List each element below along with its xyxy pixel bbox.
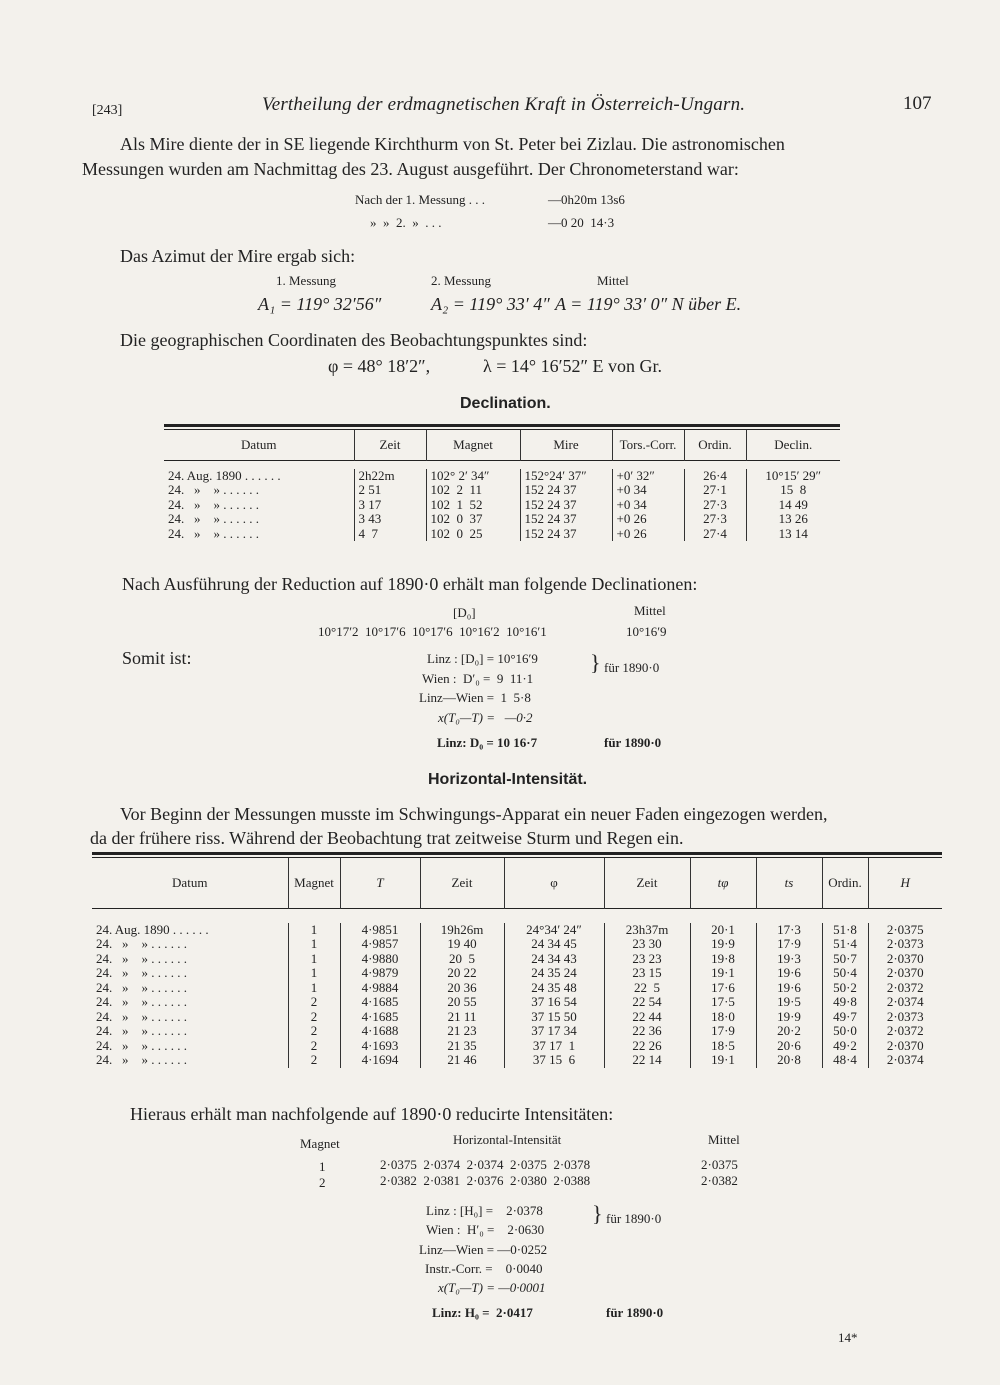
h-header-zeit: Zeit xyxy=(420,858,504,908)
h-header-phi: φ xyxy=(504,858,604,908)
horizontal-text-1: Vor Beginn der Messungen musste im Schwingungs-Apparat ein neuer Faden eingezogen werden, xyxy=(120,804,828,824)
running-title: Vertheilung der erdmagnetischen Kraft in Österreich-Ungarn. xyxy=(262,94,746,115)
linz-wien-decl: Linz—Wien = 1 5·8 xyxy=(419,690,531,705)
chrono-label-1: Nach der 1. Messung . . . xyxy=(355,192,485,207)
decl-header-magnet: Magnet xyxy=(426,430,520,460)
table-row: 24. » » . . . . . . 2 4·1685 20 55 37 16 54 22 54 17·5 19·5 49·8 2·0374 xyxy=(92,995,942,1010)
red-mittel-1: 2·0375 xyxy=(701,1157,738,1172)
wien-h0: Wien : H′₀ = 2·0630 xyxy=(426,1222,545,1237)
decl-correction: x(T₀—T) = —0·2 xyxy=(438,710,533,725)
h-header-t: T xyxy=(340,858,420,908)
table-row: 24. » » . . . . . . 2 4·1688 21 23 37 17 34 22 36 17·9 20·2 50·0 2·0372 xyxy=(92,1024,942,1039)
azimut-heading: Das Azimut der Mire ergab sich: xyxy=(120,246,356,266)
coords-heading: Die geographischen Coordinaten des Beobachtungspunktes sind: xyxy=(120,330,588,350)
table-row: 24. » » . . . . . . 1 4·9880 20 5 24 34 43 23 23 19·8 19·3 50·7 2·0370 xyxy=(92,952,942,967)
decl-header-declin: Declin. xyxy=(774,436,813,452)
d0-label: [D₀] xyxy=(453,605,476,620)
signature-mark: 14* xyxy=(838,1330,858,1345)
horizontal-text-2: da der frühere riss. Während der Beobachtung trat zeitweise Sturm und Regen ein. xyxy=(90,828,684,848)
linz-wien-h: Linz—Wien = —0·0252 xyxy=(419,1242,548,1257)
table-row: 24. » » . . . . . . 4 7 102 0 25 152 24 37 +0 26 27·4 13 14 xyxy=(164,527,840,542)
decl-header-zeit: Zeit xyxy=(354,430,426,460)
horizontal-title: Horizontal-Intensität. xyxy=(428,771,588,788)
red-magnet-2: 2 xyxy=(319,1175,326,1190)
red-header-magnet: Magnet xyxy=(300,1136,340,1151)
instr-corr: Instr.-Corr. = 0·0040 xyxy=(425,1261,543,1276)
decl-header-mire: Mire xyxy=(520,430,612,460)
table-row: 24. » » . . . . . . 3 17 102 1 52 152 24 37 +0 34 27·3 14 49 xyxy=(164,498,840,513)
intro-line-1: Als Mire diente der in SE liegende Kirchthurm von St. Peter bei Zizlau. Die astronomischen xyxy=(120,134,785,154)
table-row: 24. » » . . . . . . 1 4·9879 20 22 24 35 24 23 15 19·1 19·6 50·4 2·0370 xyxy=(92,966,942,981)
h-header-datum: Datum xyxy=(92,858,288,908)
azimut-col1: 1. Messung xyxy=(276,273,336,288)
h-header-zeit-2: Zeit xyxy=(604,858,690,908)
h-result: Linz: H₀ = 2·0417 xyxy=(432,1305,533,1320)
reduced-text: Hieraus erhält man nachfolgende auf 1890·0 reducirte Intensitäten: xyxy=(130,1104,614,1124)
page-number: 107 xyxy=(903,93,932,114)
table-row: 24. » » . . . . . . 2 4·1694 21 46 37 15 6 22 14 19·1 20·8 48·4 2·0374 xyxy=(92,1053,942,1068)
red-mittel-2: 2·0382 xyxy=(701,1173,738,1188)
red-magnet-1: 1 xyxy=(319,1159,326,1174)
table-row: 24. » » . . . . . . 2 4·1693 21 35 37 17 1 22 26 18·5 20·6 49·2 2·0370 xyxy=(92,1039,942,1054)
page-ref: [243] xyxy=(92,103,123,118)
azimut-value-3: A = 119° 33′ 0″ N über E. xyxy=(555,294,742,314)
table-row: 24. » » . . . . . . 2 4·1685 21 11 37 15 50 22 44 18·0 19·9 49·7 2·0373 xyxy=(92,1010,942,1025)
coords-lambda: λ = 14° 16′52″ E von Gr. xyxy=(483,356,663,376)
red-values-2: 2·0382 2·0381 2·0376 2·0380 2·0388 xyxy=(380,1173,591,1188)
declination-reduction-text: Nach Ausführung der Reduction auf 1890·0 erhält man folgende Declinationen: xyxy=(122,574,698,594)
decl-header-datum: Datum xyxy=(164,430,354,460)
table-row: 24. » » . . . . . . 1 4·9884 20 36 24 35 48 22 5 17·6 19·6 50·2 2·0372 xyxy=(92,981,942,996)
d0-mittel: 10°16′9 xyxy=(626,624,667,639)
h-correction: x(T₀—T) = —0·0001 xyxy=(438,1280,546,1295)
decl-result: Linz: D₀ = 10 16·7 xyxy=(437,735,538,750)
chrono-label-2: » » 2. » . . . xyxy=(370,215,442,230)
linz-h0: Linz : [H₀] = 2·0378 xyxy=(426,1203,543,1218)
h-result-fuer: für 1890·0 xyxy=(606,1305,664,1320)
h-fuer-1890: für 1890·0 xyxy=(606,1211,662,1226)
chrono-value-2: —0 20 14·3 xyxy=(548,215,615,230)
d0-values: 10°17′2 10°17′6 10°17′6 10°16′2 10°16′1 xyxy=(318,624,547,639)
table-row: 24. » » . . . . . . 3 43 102 0 37 152 24 37 +0 26 27·3 13 26 xyxy=(164,512,840,527)
table-row: 24. Aug. 1890 . . . . . . 1 4·9851 19h26m 24°34′ 24″ 23h37m 20·1 17·3 51·8 2·0375 xyxy=(92,923,942,938)
horizontal-table xyxy=(92,852,942,1074)
coords-phi: φ = 48° 18′2″, xyxy=(328,356,431,376)
h-header-ts: ts xyxy=(756,858,822,908)
h-header-tphi: tφ xyxy=(690,858,756,908)
decl-result-fuer: für 1890·0 xyxy=(604,735,662,750)
declination-title: Declination. xyxy=(460,395,551,412)
table-row: 24. Aug. 1890 . . . . . . 2h22m 102° 2′ 34″ 152°24′ 37″ +0′ 32″ 26·4 10°15′ 29″ xyxy=(164,469,840,484)
somit-label: Somit ist: xyxy=(122,648,192,668)
azimut-value-1: A₁ = 119° 32′56″ xyxy=(258,294,382,314)
red-header-mittel: Mittel xyxy=(708,1132,740,1147)
red-values-1: 2·0375 2·0374 2·0374 2·0375 2·0378 xyxy=(380,1157,591,1172)
declination-table xyxy=(164,424,840,553)
d0-mittel-label: Mittel xyxy=(634,603,666,618)
azimut-col2: 2. Messung xyxy=(431,273,491,288)
azimut-value-2: A₂ = 119° 33′ 4″ xyxy=(431,294,550,314)
linz-d0: Linz : [D₀] = 10°16′9 xyxy=(427,651,538,666)
intro-line-2: Messungen wurden am Nachmittag des 23. August ausgeführt. Der Chronometerstand war: xyxy=(82,159,739,179)
red-header-intensity: Horizontal-Intensität xyxy=(453,1132,562,1147)
table-row: 24. » » . . . . . . 2 51 102 2 11 152 24 37 +0 34 27·1 15 8 xyxy=(164,483,840,498)
azimut-col3: Mittel xyxy=(597,273,629,288)
h-header-ordin: Ordin. xyxy=(822,858,868,908)
h-header-h: H xyxy=(900,874,910,890)
table-row: 24. » » . . . . . . 1 4·9857 19 40 24 34 45 23 30 19·9 17·9 51·4 2·0373 xyxy=(92,937,942,952)
document-page: [243] Vertheilung der erdmagnetischen Kraft in Österreich-Ungarn. 107 Als Mire diente der in SE liegende Kirchthurm von St. Peter bei Zizlau. Die astronomischen Messungen wurden am Nachmittag des 23. August ausgeführt. Der Chronometerstand war: Nach der 1. Messung . . . —0h20m 13s6 » » 2. » . . . —0 20 14·3 Das Azimut der Mire ergab sich: 1. Messung 2. Messung Mittel A₁ = 119° 32′56″ A₂ = 119° 33′ 4″ A = 119° 33′ 0″ N über E. Die geographischen Coordinaten des Beobachtungspunktes sind: φ = 48° 18′2″, λ = 14° 16′52″ E von Gr. Declination. Datum Zeit Magnet Mire Tors.-Corr. Ordin. Declin. 24. Aug. 1890 . . . . . . 2h22m 102° 2′ 34″ 152°24′ 37″ +0′ 32″ 26·4 10°15′ 29″ 24. » » . . . . . . 2 51 102 2 11 152 24 37 +0 34 27·1 15 8 24. » » . . . . . . 3 17 102 1 52 152 24 37 +0 34 27·3 14 49 24. » » . . . . . . 3 43 102 0 37 152 24 37 +0 26 27·3 13 26 24. » » . . . . . . 4 7 102 0 25 152 24 37 +0 26 27·4 13 14 Nach Ausführung der Reduction auf 1890·0 erhält man folgende Declinationen: [D₀] Mittel 10°17′2 10°17′6 10°17′6 10°16′2 10°16′1 10°16′9 Somit ist: Linz : [D₀] = 10°16′9 Wien : D′₀ = 9 11·1 } für 1890·0 Linz—Wien = 1 5·8 x(T₀—T) = —0·2 Linz: D₀ = 10 16·7 für 1890·0 Horizontal-Intensität. Vor Beginn der Messungen musste im Schwingungs-Apparat ein neuer Faden eingezogen werden, da der frühere riss. Während der Beobachtung trat zeitweise Sturm und Regen ein. Datum Magnet T Zeit φ Zeit tφ ts Ordin. H 24. Aug. 1890 . . . . . . 1 4·9851 19h26m 24°34′ 24″ 23h37m 20·1 17·3 51·8 2·0375 24. » » . . . . . . 1 4·9857 19 40 24 34 45 23 30 19·9 17·9 51·4 2·0373 24. » » . . . . . . 1 4·9880 20 5 24 34 43 23 23 19·8 19·3 50·7 2·0370 24. » » . . . . . . 1 4·9879 20 22 24 35 24 23 15 19·1 19·6 50·4 2·0370 24. » » . . . . . . 1 4·9884 20 36 24 35 48 22 5 17·6 19·6 50·2 2·0372 24. » » . . . . . . 2 4·1685 20 55 37 16 54 22 54 17·5 19·5 49·8 2·0374 24. » » . . . . . . 2 4·1685 21 11 37 15 50 22 44 18·0 19·9 49·7 2·0373 24. » » . . . . . . 2 4·1688 21 23 37 17 34 22 36 17·9 20·2 50·0 2·0372 24. » » . . . . . . 2 4·1693 21 35 37 17 1 22 26 18·5 20·6 49·2 2·0370 24. » » . . . . . . 2 4·1694 21 46 37 15 6 22 14 19·1 20·8 48·4 2·0374 Hieraus erhält man nachfolgende auf 1890·0 reducirte Intensitäten: Magnet Horizontal-Intensität Mittel 1 2·0375 2·0374 2·0374 2·0375 2·0378 2·0375 2 2·0382 2·0381 2·0376 2·0380 2·0388 2·0382 Linz : [H₀] = 2·0378 Wien : H′₀ = 2·0630 } für 1890·0 Linz—Wien = —0·0252 Instr.-Corr. = 0·0040 x(T₀—T) = —0·0001 Linz: H₀ = 2·0417 für 1890·0 14* xyxy=(0,0,1000,1385)
decl-header-ordin: Ordin. xyxy=(684,430,746,460)
wien-d0: Wien : D′₀ = 9 11·1 xyxy=(422,671,534,686)
chrono-value-1: —0h20m 13s6 xyxy=(548,192,625,207)
h-header-magnet: Magnet xyxy=(288,858,340,908)
decl-header-tors: Tors.-Corr. xyxy=(612,430,684,460)
decl-fuer-1890: für 1890·0 xyxy=(604,660,660,675)
